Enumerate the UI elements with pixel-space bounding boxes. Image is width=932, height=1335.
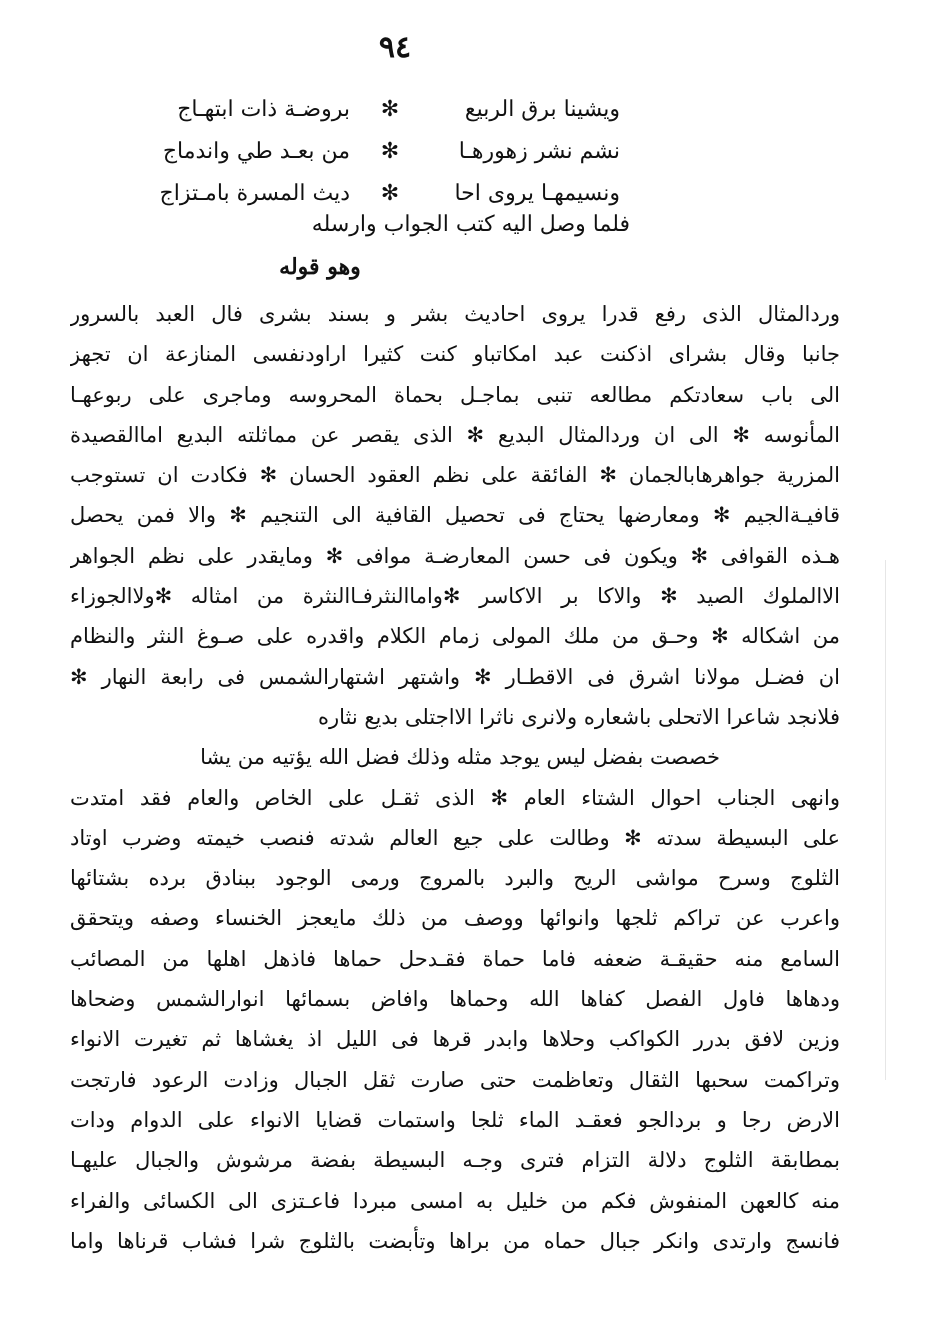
text-line: وزين لافق بدرر الكواكب وحلاها وابدر قرها فى الليل اذ يغشاها ثم تغيرت الانواء (70, 1027, 840, 1052)
text-line: المزرية جواهرهابالجمان ✻ الفائقة على نظم العقود الحسان ✻ فكادت ان تستوجب (70, 463, 840, 488)
text-line: وردالمثال الذى رفع قدرا يروى احاديث بشر و بسند بشرى فال العبد بالسرور (70, 302, 840, 326)
text-line: فانسج وارتدى وانكر جبال حماه من براها وتأبضت بالثلوج شرا فشاب قرناها واما (70, 1228, 840, 1253)
text-line: وانهى الجناب احوال الشتاء العام ✻ الذى ثقـل على الخاص والعام فقد امتدت (70, 785, 840, 810)
text-line: بمطابقة الثلوج دلالة التزام فترى وجـه البسيطة بفضة مرشوش والجبال عليهـا (70, 1148, 840, 1173)
text-line: وتراكمت سحبها الثقال وتعاظمت حتى صارت ثقل الجبال وزادت الرعود فارتجت (70, 1067, 840, 1092)
verse-separator-star-icon: ✻ (380, 180, 400, 206)
verse-second-hemistich: من بعـد طي واندماج (162, 138, 350, 164)
poem-verse (120, 172, 620, 214)
verse-second-hemistich: بروضـة ذات ابتهـاج (177, 96, 350, 122)
text-line: الاالملوك الصيد ✻ والاكا بر الاكاسر ✻واماالنثرفـاالنثرة من امثاله ✻ولاالجوزاء (70, 584, 840, 609)
verse-first-hemistich: ويشينا برق الربيع (464, 96, 620, 122)
text-line: فلانجد شاعرا الاتحلى باشعاره ولانرى ناثرا الااجتلى بديع نثاره (317, 704, 840, 729)
quoted-verse-line: خصصت بفضل ليس يوجد مثله وذلك فضل الله يؤتيه من يشا (200, 745, 720, 770)
text-line: السامع منه حقيقـة ضعفه فاما حماة فقـدحل حماها فاذهل اهلها من المصائب (70, 946, 840, 971)
poem-verse (120, 88, 620, 130)
text-line: على البسيطة سدته ✻ وطالت على جيع العالم شدته فنصب خيمته وضرب اوتاد (70, 825, 840, 850)
text-line: واعرب عن تراكم ثلجها وانوائها ووصف من ذلك مايعجز الخنساء وصفه ويتحقق (70, 906, 840, 931)
verse-separator-star-icon: ✻ (380, 138, 400, 164)
text-line: قافيـةالجيم ✻ ومعارضها يحتاج فى تحصيل القافية الى التنجيم ✻ والا فمن يحصل (70, 503, 840, 528)
page-edge-shadow (885, 560, 886, 1080)
text-line: من اشكاله ✻ وحـق من ملك المولى زمام الكلام واقدره على صـوغ النثر والنظام (70, 624, 840, 649)
text-line: ان فضـل مولانا اشرق فى الاقطـار ✻ واشتهر اشتهارالشمس فى رابعة النهار ✻ (70, 664, 840, 689)
text-line: ودهاها فاول الفصل كفاها الله وحماها وافاض بسمائها انوارالشمس وضحاها (70, 987, 840, 1012)
text-line: هـذه القوافى ✻ ويكون فى حسن المعارضـة موافى ✻ ومايقدر على نظم الجواهر (70, 543, 840, 568)
poem-verse (120, 130, 620, 172)
poem-block (120, 88, 620, 214)
page-number: ٩٤ (378, 30, 412, 65)
verse-first-hemistich: ونسيمهـا يروى احا (454, 180, 620, 206)
text-line: جانبا وقال بشراى اذكنت عبد امكاتباو كنت كثيرا اراودنفسى المنازعة ان تجهز (70, 342, 840, 367)
body-text (70, 294, 840, 1261)
verse-separator-star-icon: ✻ (380, 96, 400, 122)
text-line: الى باب سعادتكم مطالعه تنبى بماجـل بحماة المحروسه وماجرى على ربوعهـا (70, 382, 840, 407)
text-line: الارض رجا و بردالجو فعقـد الماء ثلجا واستمات قضايا الانواء على الدوام ودات (70, 1107, 840, 1132)
verse-first-hemistich: نشم نشر زهورهـا (458, 138, 620, 164)
verse-second-hemistich: ديث المسرة بامـتزاج (159, 180, 350, 206)
text-line: المأنوسه ✻ الى ان وردالمثال البديع ✻ الذى يقصر عن مماثلته البديع اماالقصيدة (70, 422, 840, 447)
section-heading: وهو قوله (279, 254, 361, 280)
intro-line: فلما وصل اليه كتب الجواب وارسله (311, 212, 630, 237)
text-line: الثلوج وسرح مواشى الريح والبرد بالمروج ورمى الوجود ببنادق برده بشتائها (70, 866, 840, 891)
text-line: منه كالعهن المنفوش فكم من خليل به امسى مبردا فاعـتزى الى الكسائى والفراء (70, 1188, 840, 1213)
